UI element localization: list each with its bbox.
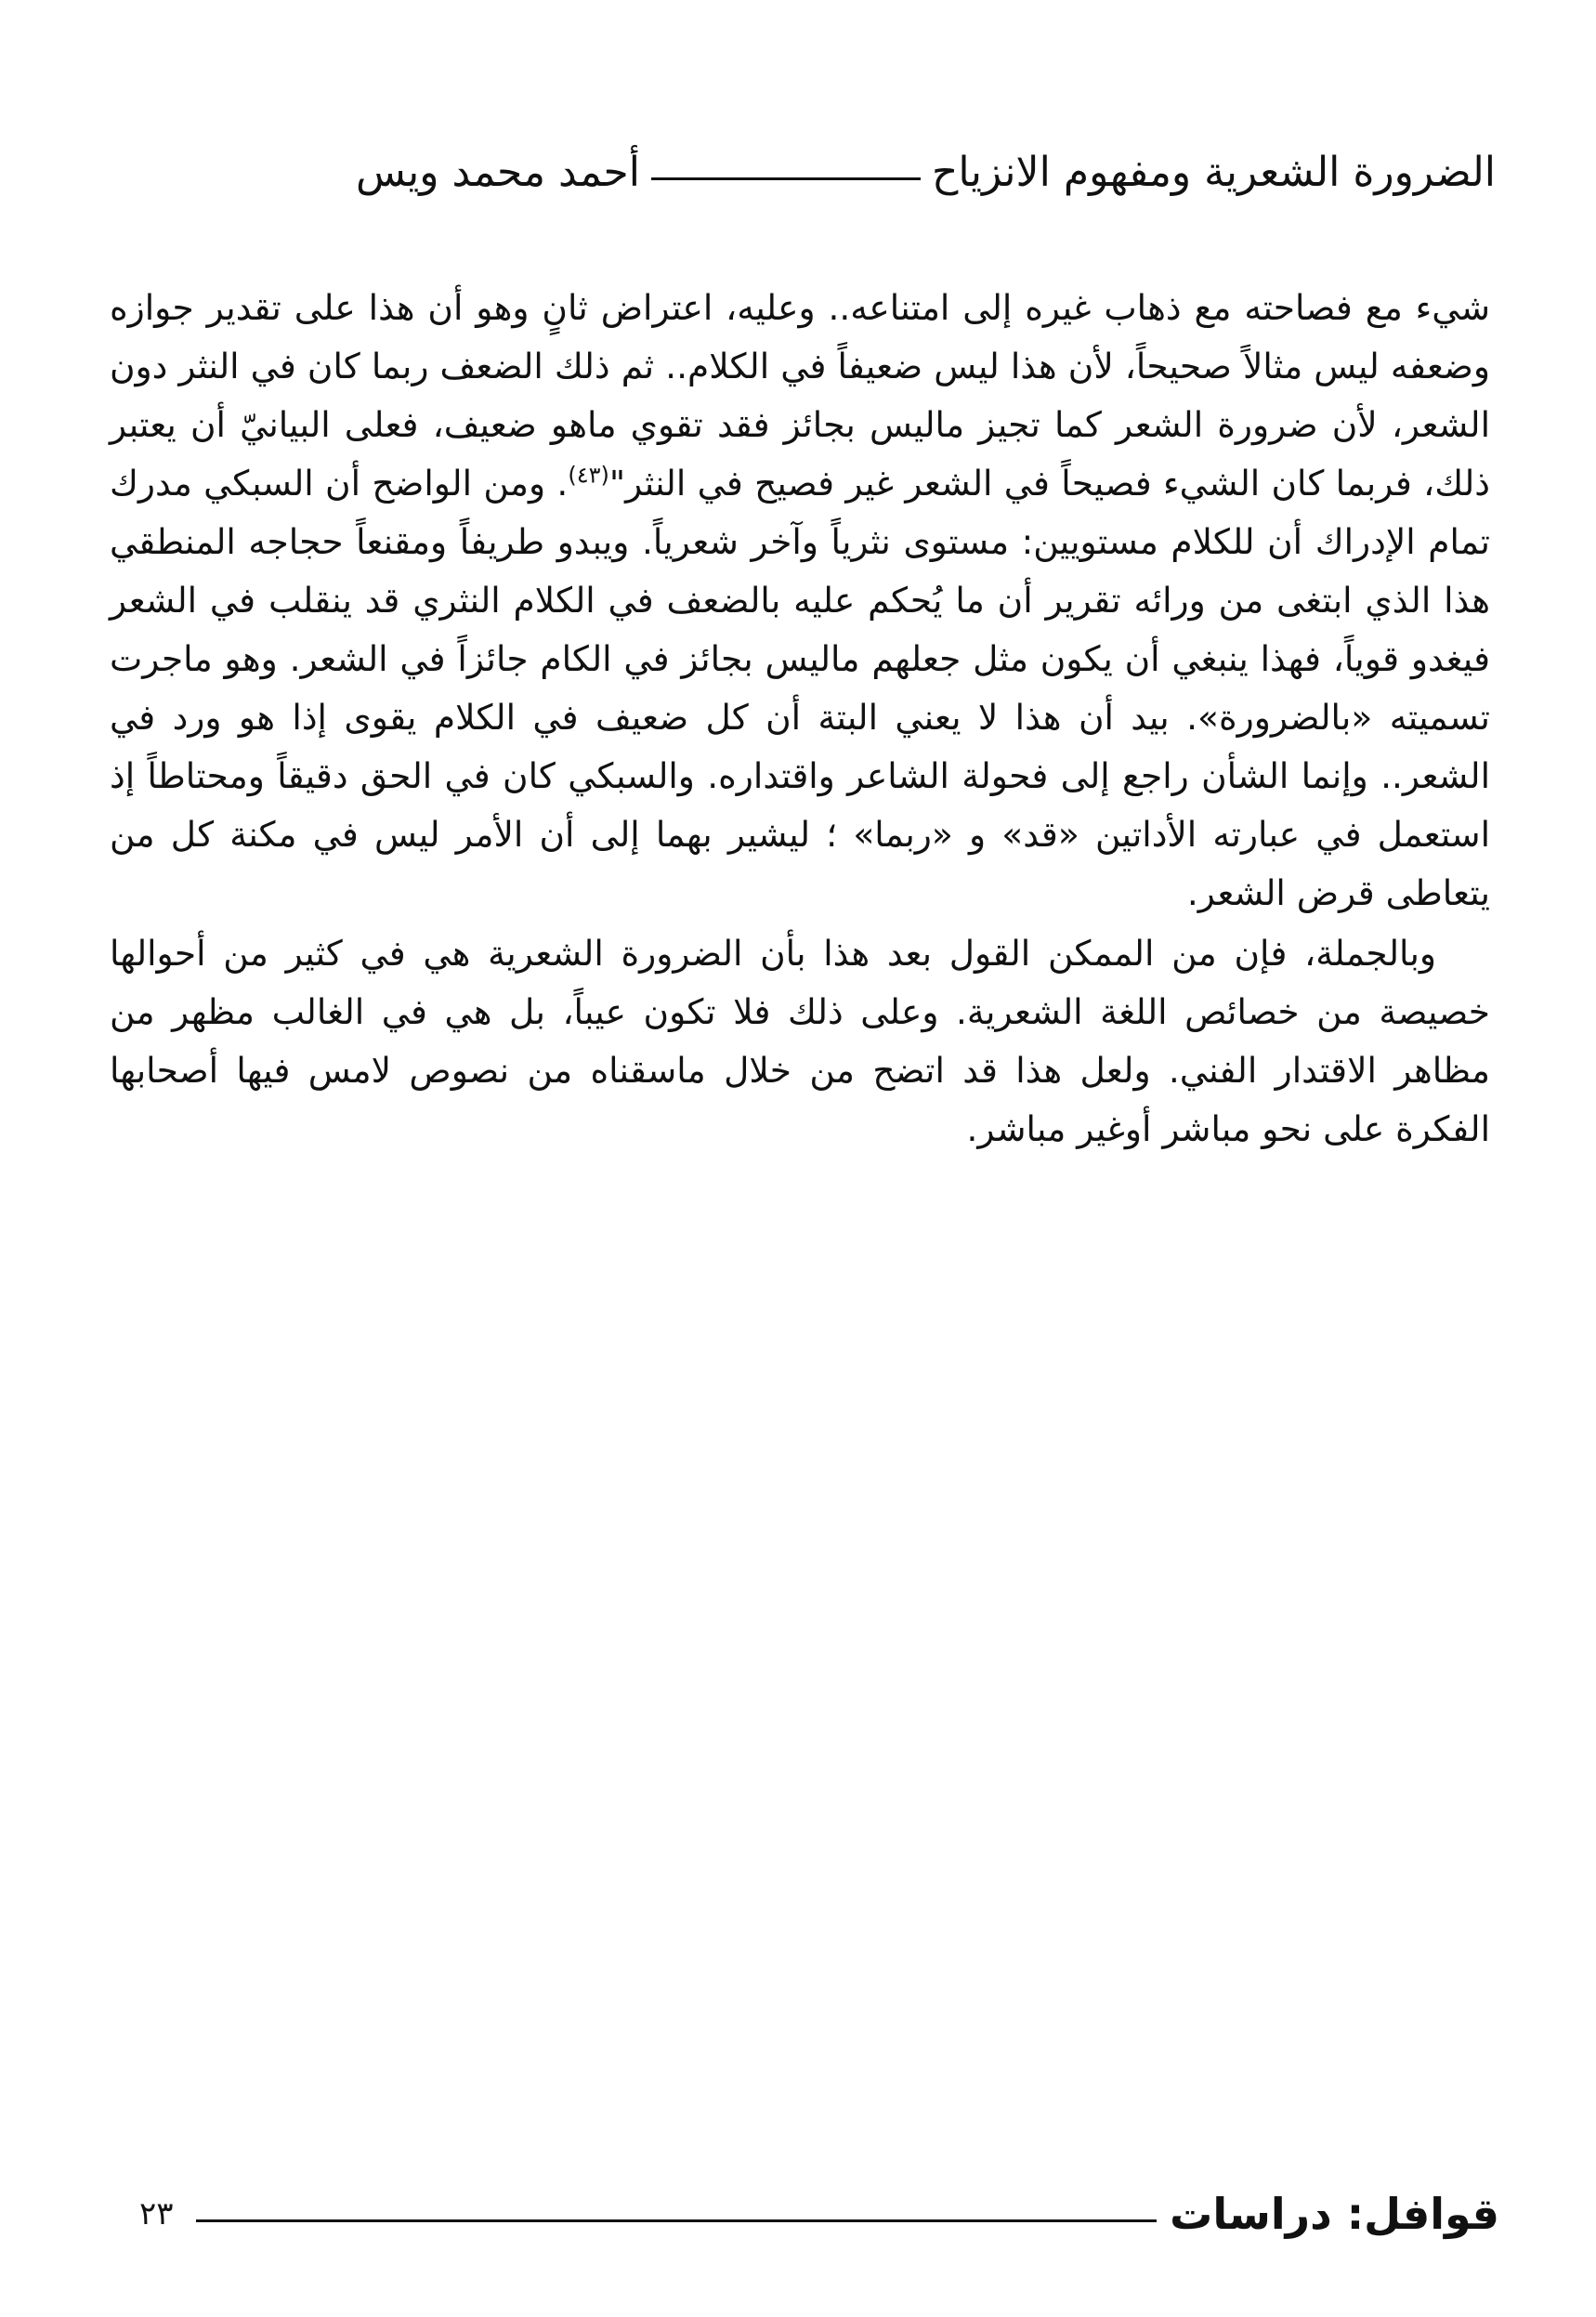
- header-rule: [651, 177, 921, 180]
- running-header: [102, 139, 1496, 204]
- paragraph-2: وبالجملة، فإن من الممكن القول بعد هذا بأن الضرورة الشعرية هي في كثير من أحوالها خصيصة من خصائص اللغة الشعرية. وعلى ذلك فلا تكون عيباً، بل هي في الغالب مظهر من مظاهر الاقتدار الفني. ولعل هذا قد اتضح من خلال ماسقناه من نصوص لامس فيها أصحابها الفكرة على نحو مباشر أوغير مباشر.: [110, 933, 1490, 1149]
- article-author: أحمد محمد ويس: [355, 148, 640, 196]
- running-footer: [139, 2181, 1499, 2246]
- footer-rule: [196, 2219, 1158, 2222]
- paragraph-1-text-b: . ومن الواضح أن السبكي مدرك تمام الإدراك أن للكلام مستويين: مستوى نثرياً وآخر شعرياً. ويبدو طريفاً ومقنعاً حجاجه المنطقي هذا الذي ابتغى من ورائه تقرير أن ما يُحكم عليه بالضعف في الكلام النثري قد ينقلب في الشعر فيغدو قوياً، فهذا ينبغي أن يكون مثل جعلهم ماليس بجائز في الكام جائزاً في الشعر. وهو ماجرت تسميته «بالضرورة». بيد أن هذا لا يعني البتة أن كل ضعيف في الكلام يقوى إذا هو ورد في الشعر.. وإنما الشأن راجع إلى فحولة الشاعر واقتداره. والسبكي كان في الحق دقيقاً ومحتاطاً إذ استعمل في عبارته الأداتين «قد» و «ربما» ؛ ليشير بهما إلى أن الأمر ليس في مكنة كل من يتعاطى قرض الشعر.: [110, 463, 1490, 913]
- page-number: ٢٣: [139, 2195, 174, 2232]
- article-title: الضرورة الشعرية ومفهوم الانزياح: [931, 148, 1496, 196]
- paragraph-1: [110, 279, 1490, 923]
- journal-name: قوافل: دراسات: [1170, 2189, 1499, 2239]
- footnote-reference: (٤٣): [568, 462, 609, 489]
- paragraph-1-text-a: شيء مع فصاحته مع ذهاب غيره إلى امتناعه.. وعليه، اعتراض ثانٍ وهو أن هذا على تقدير جوازه وضعفه ليس مثالاً صحيحاً، لأن هذا ليس ضعيفاً في الكلام.. ثم ذلك الضعف ربما كان في النثر دون الشعر، لأن ضرورة الشعر كما تجيز ماليس بجائز فقد تقوي ماهو ضعيف، فعلى البيانيّ أن يعتبر ذلك، فربما كان الشيء فصيحاً في الشعر غير فصيح في النثر": [110, 287, 1490, 504]
- body-text: [110, 279, 1490, 1158]
